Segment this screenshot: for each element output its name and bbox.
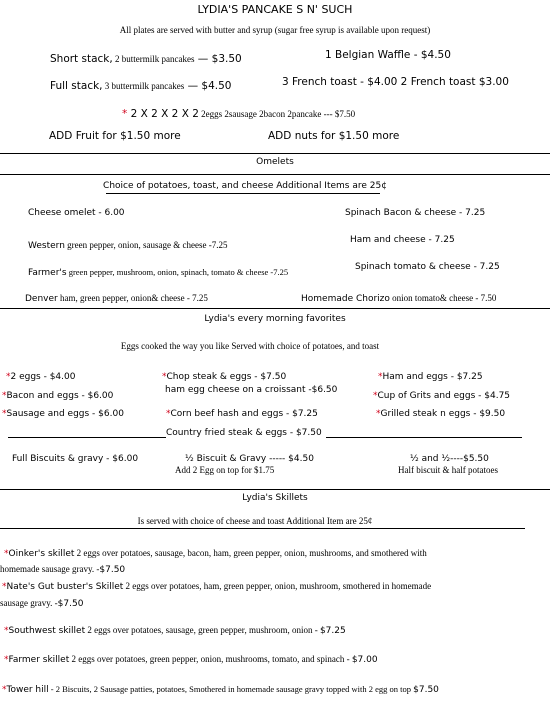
nates-skillet-item [2,577,431,593]
grits-item [373,386,510,402]
denver-omelet-name: Denver [25,294,58,304]
nates-skillet-name: Nate's Gut buster's Skillet [6,582,124,592]
chorizo-omelet-item [301,289,496,305]
short-stack-name: Short stack, [50,53,113,65]
oinkers-skillet-item [4,544,427,560]
item-star: * [373,391,378,401]
combo-name: 2 X 2 X 2 X 2 [127,108,199,120]
cheese-omelet-item: Cheese omelet - 6.00 [28,208,125,218]
corn-beef-label: Corn beef hash and eggs - $7.25 [170,409,318,419]
chorizo-omelet-name: Homemade Chorizo [301,294,390,304]
omelets-subheading: Choice of potatoes, toast, and cheese Additional Items are 25¢ [103,181,387,191]
omelets-heading: Omelets [256,157,294,167]
section-divider [0,489,550,490]
western-omelet-name: Western [28,241,65,251]
southwest-skillet-price: $7.25 [319,626,346,636]
item-star: * [378,372,383,382]
item-star: * [376,409,381,419]
section-divider [0,153,550,154]
chop-steak-item [162,367,286,383]
add-fruit-item: ADD Fruit for $1.50 more [49,130,181,142]
item-star: * [162,372,167,382]
ham-eggs-item [378,367,483,383]
farmer-skillet-item [4,650,378,666]
section-divider [0,308,550,309]
half-half-desc: Half biscuit & half potatoes [398,465,498,475]
favorites-heading: Lydia's every morning favorites [204,314,346,324]
two-eggs-item [6,367,75,383]
oinkers-skillet-line2 [0,560,125,576]
item-star: * [2,582,7,592]
oinkers-skillet-desc: 2 eggs over potatoes, sausage, bacon, ham, green pepper, onion, mushrooms, and smothered with [74,548,427,558]
southwest-skillet-desc: 2 eggs over potatoes, sausage, green pepper, mushroom, onion - [85,625,320,635]
chop-steak-label: Chop steak & eggs - $7.50 [166,372,287,382]
tower-hill-price: $7.50 [413,685,439,695]
item-star: * [166,409,171,419]
western-omelet-desc: green pepper, onion, sausage & cheese -7.25 [64,240,228,250]
item-star: * [4,626,9,636]
farmers-omelet-name: Farmer's [28,268,67,278]
oinkers-skillet-price: $7.50 [99,565,126,575]
item-star: * [4,655,9,665]
corn-beef-item [166,404,318,420]
croissant-item: ham egg cheese on a croissant -$6.50 [165,385,338,395]
menu-title: LYDIA'S PANCAKE S N' SUCH [197,3,353,16]
grits-label: Cup of Grits and eggs - $4.75 [377,391,511,401]
subheading-underline [0,528,525,529]
short-stack-item [50,50,242,66]
country-steak-rule-right [326,437,522,438]
ham-eggs-label: Ham and eggs - $7.25 [382,372,483,382]
nates-skillet-desc2: sausage gravy. - [0,598,58,608]
sausage-eggs-label: Sausage and eggs - $6.00 [6,409,124,419]
spinach-tomato-omelet-item: Spinach tomato & cheese - 7.25 [355,262,500,272]
nates-skillet-desc: 2 eggs over potatoes, ham, green pepper, onion, mushroom, smothered in homemade [123,581,432,591]
southwest-skillet-name: Southwest skillet [8,626,86,636]
combo-desc: 2eggs 2sausage 2bacon 2pancake --- $7.50 [198,109,356,119]
full-stack-desc: 3 buttermilk pancakes [102,81,185,91]
full-stack-name: Full stack, [50,80,103,92]
farmers-omelet-desc: green pepper, mushroom, onion, spinach, tomato & cheese -7.25 [66,267,289,277]
full-biscuits-item: Full Biscuits & gravy - $6.00 [12,454,139,464]
oinkers-skillet-desc2: homemade sausage gravy. - [0,564,100,574]
short-stack-desc: 2 buttermilk pancakes [112,54,195,64]
skillets-heading: Lydia's Skillets [242,493,308,503]
tower-hill-desc: - 2 Biscuits, 2 Sausage patties, potatoes, Smothered in homemade sausage gravy topped with 2 egg on top [48,684,414,694]
full-stack-item [50,77,232,93]
menu-intro: All plates are served with butter and syrup (sugar free syrup is available upon request) [119,25,431,35]
nates-skillet-price: $7.50 [57,599,84,609]
half-half-item: ½ and ½----$5.50 [410,454,489,464]
belgian-waffle-item: 1 Belgian Waffle - $4.50 [325,49,451,61]
denver-omelet-desc: ham, green pepper, onion& cheese - 7.25 [57,293,208,303]
combo-star: * [122,108,128,120]
chorizo-omelet-desc: onion tomato& cheese - 7.50 [389,293,497,303]
two-eggs-label: 2 eggs - $4.00 [10,372,76,382]
half-biscuit-item: ½ Biscuit & Gravy ----- $4.50 [185,454,314,464]
grilled-steak-item [376,404,505,420]
western-omelet-item [28,236,228,252]
item-star: * [2,409,7,419]
farmer-skillet-price: $7.00 [351,655,378,665]
item-star: * [2,391,7,401]
spinach-bacon-omelet-item: Spinach Bacon & cheese - 7.25 [345,208,486,218]
sausage-eggs-item [2,404,124,420]
country-steak-rule-left [8,437,166,438]
item-star: * [4,549,9,559]
southwest-skillet-item [4,621,346,637]
farmer-skillet-name: Farmer skillet [8,655,70,665]
section-divider [0,174,550,175]
tower-hill-item [2,680,439,696]
country-steak-item: Country fried steak & eggs - $7.50 [166,428,322,438]
bacon-eggs-label: Bacon and eggs - $6.00 [6,391,114,401]
french-toast-item: 3 French toast - $4.00 2 French toast $3.00 [282,76,509,88]
tower-hill-name: Tower hill [6,685,49,695]
short-stack-price: — $3.50 [194,53,242,65]
ham-cheese-omelet-item: Ham and cheese - 7.25 [350,235,455,245]
grilled-steak-label: Grilled steak n eggs - $9.50 [380,409,506,419]
farmer-skillet-desc: 2 eggs over potatoes, green pepper, onion, mushrooms, tomato, and spinach - [69,654,352,664]
item-star: * [6,372,11,382]
combo-item [122,105,355,121]
farmers-omelet-item [28,263,288,279]
denver-omelet-item [25,289,208,305]
favorites-subheading: Eggs cooked the way you like Served with choice of potatoes, and toast [120,341,380,351]
subheading-underline [106,193,380,194]
bacon-eggs-item [2,386,113,402]
item-star: * [2,685,7,695]
add-egg-note: Add 2 Egg on top for $1.75 [175,465,275,475]
add-nuts-item: ADD nuts for $1.50 more [268,130,400,142]
oinkers-skillet-name: Oinker's skillet [8,549,75,559]
skillets-subheading: Is served with choice of cheese and toast Additional Item are 25¢ [137,516,373,526]
nates-skillet-line2 [0,594,83,610]
full-stack-price: — $4.50 [184,80,232,92]
